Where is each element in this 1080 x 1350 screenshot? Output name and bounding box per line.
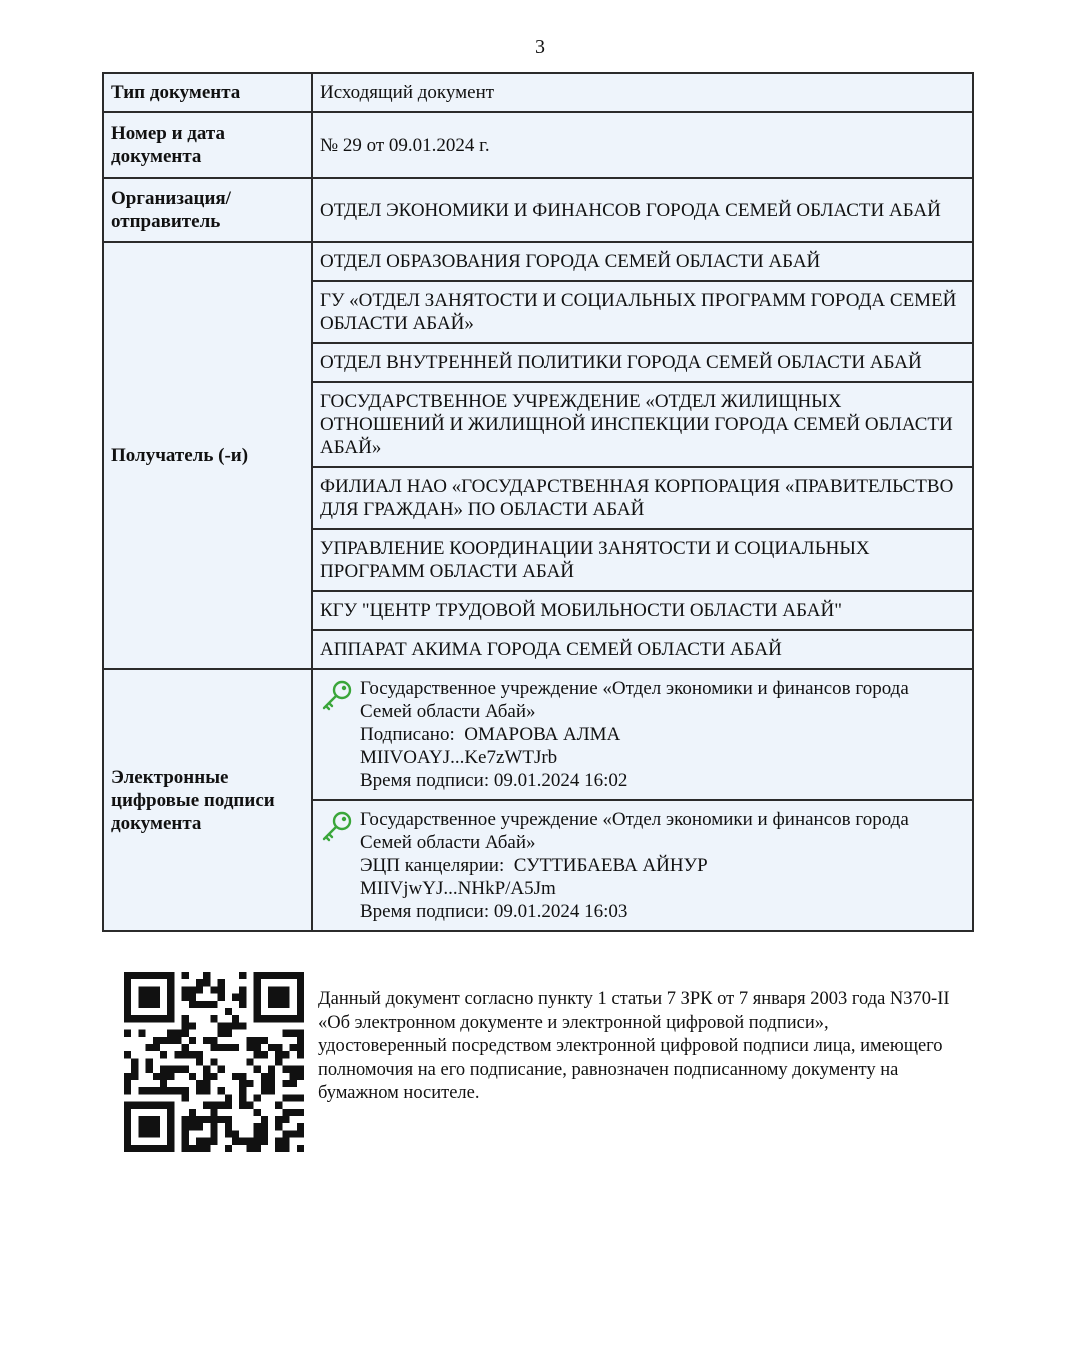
- table-row: [103, 112, 973, 178]
- recipients-label: Получатель (-и): [103, 242, 312, 669]
- recipient-item: ГУ «ОТДЕЛ ЗАНЯТОСТИ И СОЦИАЛЬНЫХ ПРОГРАММ ГОРОДА СЕМЕЙ ОБЛАСТИ АБАЙ»: [312, 281, 973, 343]
- signature-time: Время подписи: 09.01.2024 16:02: [360, 770, 628, 791]
- key-icon: [320, 808, 360, 850]
- recipient-item: АППАРАТ АКИМА ГОРОДА СЕМЕЙ ОБЛАСТИ АБАЙ: [312, 630, 973, 669]
- qr-code-icon: [124, 972, 304, 1152]
- recipient-item: ФИЛИАЛ НАО «ГОСУДАРСТВЕННАЯ КОРПОРАЦИЯ «ПРАВИТЕЛЬСТВО ДЛЯ ГРАЖДАН» ПО ОБЛАСТИ АБАЙ: [312, 467, 973, 529]
- signature-org-line: Государственное учреждение «Отдел экономики и финансов города: [360, 809, 909, 830]
- recipient-item: ОТДЕЛ ОБРАЗОВАНИЯ ГОРОДА СЕМЕЙ ОБЛАСТИ АБАЙ: [312, 242, 973, 281]
- signature-org-line: Семей области Абай»: [360, 701, 536, 722]
- recipient-item: УПРАВЛЕНИЕ КООРДИНАЦИИ ЗАНЯТОСТИ И СОЦИАЛЬНЫХ ПРОГРАММ ОБЛАСТИ АБАЙ: [312, 529, 973, 591]
- signature-signer: ЭЦП канцелярии: СУТТИБАЕВА АЙНУР: [360, 855, 708, 876]
- org-value: ОТДЕЛ ЭКОНОМИКИ И ФИНАНСОВ ГОРОДА СЕМЕЙ ОБЛАСТИ АБАЙ: [312, 178, 973, 242]
- table-row: [103, 669, 973, 800]
- signature-hash: MIIVjwYJ...NHkP/A5Jm: [360, 878, 556, 899]
- table-row: [103, 242, 973, 281]
- recipient-item: ОТДЕЛ ВНУТРЕННЕЙ ПОЛИТИКИ ГОРОДА СЕМЕЙ ОБЛАСТИ АБАЙ: [312, 343, 973, 382]
- doc-type-label: Тип документа: [103, 73, 312, 112]
- signature-signer: Подписано: ОМАРОВА АЛМА: [360, 724, 621, 745]
- signature-org-line: Государственное учреждение «Отдел экономики и финансов города: [360, 678, 909, 699]
- page-number: 3: [535, 36, 545, 58]
- signature-entry: [312, 669, 973, 800]
- signature-time: Время подписи: 09.01.2024 16:03: [360, 901, 628, 922]
- doc-type-value: Исходящий документ: [312, 73, 973, 112]
- key-icon: [320, 677, 360, 719]
- table-row: [103, 178, 973, 242]
- table-row: [103, 73, 973, 112]
- recipient-item: КГУ "ЦЕНТР ТРУДОВОЙ МОБИЛЬНОСТИ ОБЛАСТИ АБАЙ": [312, 591, 973, 630]
- signature-hash: MIIVOAYJ...Ke7zWTJrb: [360, 747, 558, 768]
- signatures-label: Электронные цифровые подписи документа: [103, 669, 312, 931]
- document-info-table: [102, 72, 974, 932]
- number-date-label: Номер и дата документа: [103, 112, 312, 178]
- recipient-item: ГОСУДАРСТВЕННОЕ УЧРЕЖДЕНИЕ «ОТДЕЛ ЖИЛИЩНЫХ ОТНОШЕНИЙ И ЖИЛИЩНОЙ ИНСПЕКЦИИ ГОРОДА СЕМЕЙ ОБЛАСТИ АБАЙ»: [312, 382, 973, 467]
- number-date-value: № 29 от 09.01.2024 г.: [312, 112, 973, 178]
- signature-entry: [312, 800, 973, 931]
- legal-notice: Данный документ согласно пункту 1 статьи 7 ЗРК от 7 января 2003 года N370-II «Об электронном документе и электронной цифровой подписи», удостоверенный посредством электронной цифровой подписи лица, имеющего полномочия на его подписание, равнозначен подписанному документу на бумажном носителе.: [318, 989, 950, 1103]
- footer: [124, 972, 964, 1152]
- signature-org-line: Семей области Абай»: [360, 832, 536, 853]
- org-label: Организация/ отправитель: [103, 178, 312, 242]
